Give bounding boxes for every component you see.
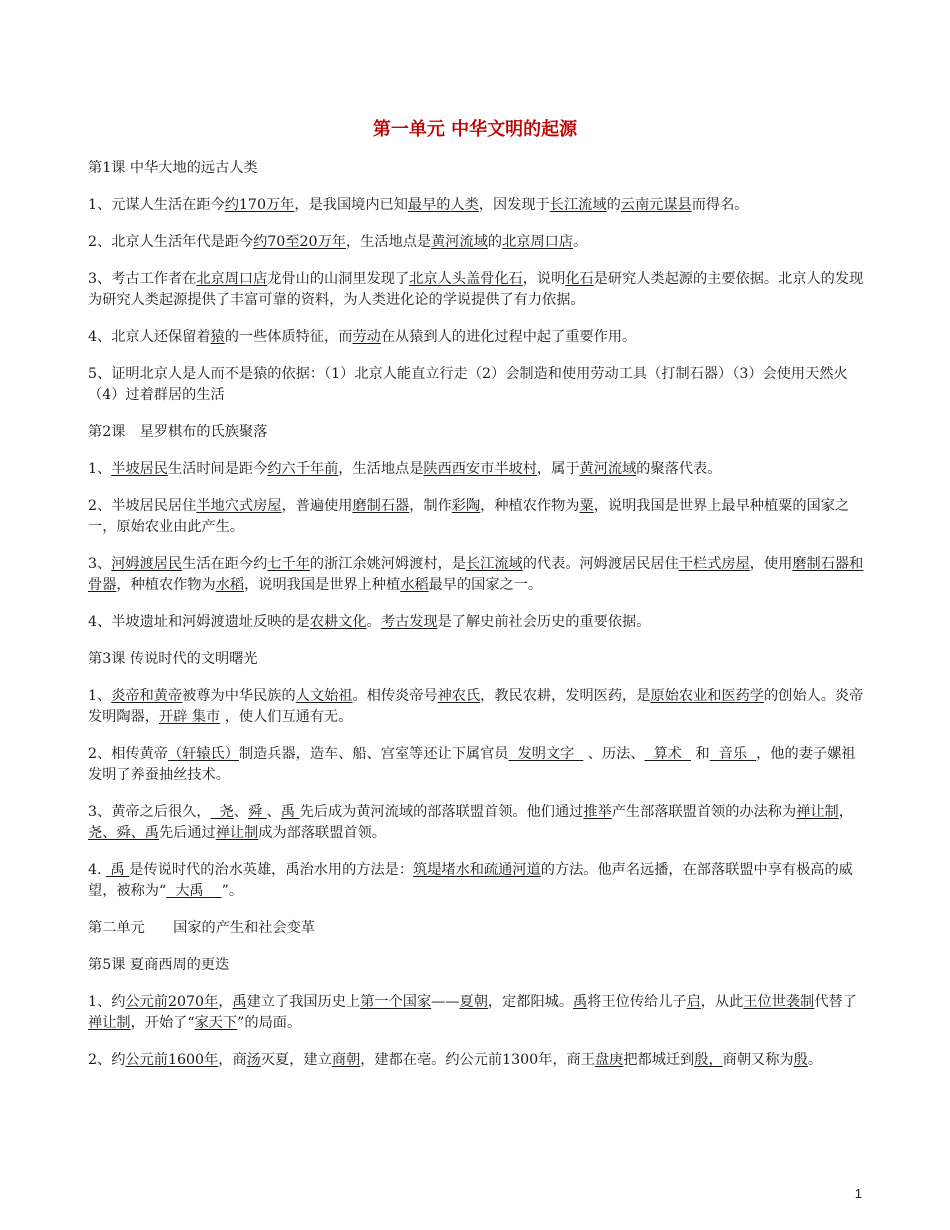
lesson-heading — [88, 918, 868, 939]
text-run: 的聚落代表。 — [636, 461, 722, 477]
text-run: 龙骨山的山洞里发现了 — [267, 271, 410, 287]
underlined-key-term: 北京人头盖骨化石 — [409, 271, 523, 287]
text-run: ，生活地点是 — [345, 234, 432, 250]
text-run: 2、北京人生活年代是距今 — [88, 234, 254, 250]
underlined-key-term: 尧 — [210, 804, 234, 820]
document-body — [88, 158, 868, 1087]
text-run: 1、 — [88, 461, 112, 477]
underlined-key-term: 第一个国家 — [360, 994, 432, 1010]
text-run: 把都城迁到 — [623, 1052, 695, 1068]
underlined-key-term: 音乐 — [709, 746, 757, 762]
page-title: 第一单元 中华文明的起源 — [372, 119, 578, 140]
page-number: 1 — [854, 1186, 862, 1201]
text-run: ， — [838, 804, 853, 820]
paragraph — [88, 327, 868, 348]
text-run: 产生部落联盟首领的办法称为 — [611, 804, 797, 820]
paragraph — [88, 802, 868, 844]
text-run: ，种植农作物为 — [116, 577, 216, 593]
text-run: ，使用 — [749, 556, 793, 572]
text-run: ， — [218, 994, 233, 1010]
underlined-key-term: 陕西西安市半坡村 — [423, 461, 537, 477]
text-run: 。相传炎帝号 — [352, 688, 438, 704]
text-run: 商朝又称为 — [722, 1052, 794, 1068]
text-run: 1、 — [88, 688, 112, 704]
paragraph — [88, 860, 868, 902]
text-run: ，因发现于 — [478, 197, 550, 213]
underlined-key-term: 北京周口店 — [502, 234, 574, 250]
underlined-key-term: 家天下 — [194, 1015, 238, 1031]
text-run: 5、证明北京人是人而不是猿的依据：（1）北京人能直立行走（2）会制造和使用劳动工具（打制石器）（3）会使用天然火（4）过着群居的生活 — [88, 366, 848, 403]
text-run: ，制作 — [409, 498, 452, 514]
underlined-key-term: 约六千年前 — [267, 461, 339, 477]
text-run: ，说明我国是世界上最早种植粟的国家之一，原始农业由此产生。 — [88, 498, 850, 535]
underlined-key-term: 七千年 — [267, 556, 310, 572]
underlined-key-term: 商朝 — [331, 1052, 361, 1068]
text-run: 。 — [573, 234, 588, 250]
text-run: ，种植农作物为 — [480, 498, 580, 514]
text-run: ，普遍使用 — [281, 498, 353, 514]
underlined-key-term: 云南元谋县 — [620, 197, 692, 213]
underlined-key-term: 算术 — [644, 746, 691, 762]
text-run: ，说明 — [522, 271, 566, 287]
underlined-key-term: 开辟 集市 — [158, 709, 221, 725]
underlined-key-term: 化石 — [565, 271, 594, 287]
underlined-key-term: 半坡居民 — [111, 461, 168, 477]
underlined-key-term: 殷 — [793, 1052, 808, 1068]
text-run: 先后成为黄河流域的部落联盟首领。他们通过 — [299, 804, 584, 820]
text-run: 被尊为中华民族的 — [182, 688, 296, 704]
paragraph — [88, 686, 868, 728]
underlined-key-term: 磨制石器和骨器 — [88, 556, 864, 593]
text-run: ”。 — [221, 883, 244, 899]
text-run: 3、 — [88, 556, 112, 572]
text-run: ，开始了“ — [130, 1015, 195, 1031]
underlined-key-term: 神农氏 — [437, 688, 481, 704]
underlined-key-term: 筑堤堵水和疏通河道 — [413, 862, 541, 878]
text-run: 生活在距今约 — [182, 556, 268, 572]
underlined-key-term: 约70至20万年 — [253, 234, 346, 250]
text-run: ，生活地点是 — [338, 461, 424, 477]
paragraph — [88, 364, 868, 406]
text-run: 第二单元 国家的产生和社会变革 — [88, 920, 316, 936]
underlined-key-term: 半地穴式房屋 — [196, 498, 282, 514]
text-run: ，说明我国是世界上种植 — [244, 577, 401, 593]
text-run: —— — [431, 994, 460, 1010]
paragraph — [88, 554, 868, 596]
underlined-key-term: 原始农业和医药学 — [650, 688, 764, 704]
text-run: 、 — [266, 804, 281, 820]
underlined-key-term: 考古发现 — [380, 614, 438, 630]
paragraph — [88, 195, 868, 216]
text-run: ，定都阳城。 — [487, 994, 574, 1010]
underlined-key-term: 水稻 — [215, 577, 245, 593]
text-run: 灭夏，建立 — [260, 1052, 332, 1068]
text-run: 先后通过 — [158, 825, 216, 841]
text-run: 第3课 传说时代的文明曙光 — [88, 651, 258, 667]
underlined-key-term: 王位世袭制 — [743, 994, 815, 1010]
text-run: ，是我国境内已知 — [294, 197, 408, 213]
text-run: 1、元谋人生活在距今 — [88, 197, 225, 213]
text-run: 4、半坡遗址和河姆渡遗址反映的是 — [88, 614, 310, 630]
underlined-key-term: 约170万年 — [224, 197, 295, 213]
underlined-key-term: 长江流域 — [465, 556, 523, 572]
underlined-key-term: 舜 — [247, 804, 267, 820]
text-run: 将王位传给儿子 — [587, 994, 687, 1010]
underlined-key-term: 推举 — [583, 804, 612, 820]
text-run: 的方法。他声名远播，在部落联盟中享有极高的威望，被称为“ — [88, 862, 853, 899]
text-run: 是了解史前社会历史的重要依据。 — [437, 614, 651, 630]
underlined-key-term: 水稻 — [400, 577, 429, 593]
text-run: 1、约 — [88, 994, 126, 1010]
text-run: 的代表。河姆渡居民居住 — [522, 556, 679, 572]
text-run: 是传说时代的治水英雄，禹治水用的方法是： — [129, 862, 414, 878]
text-run: 制造兵器，造车、船、宫室等还让下属官员 — [238, 746, 509, 762]
text-run: ，商 — [218, 1052, 247, 1068]
text-run: 的 — [487, 234, 503, 250]
underlined-key-term: 公元前1600年 — [125, 1052, 219, 1068]
text-run: 4、北京人还保留着 — [88, 329, 211, 345]
paragraph — [88, 1050, 868, 1071]
text-run: 、 — [233, 804, 248, 820]
underlined-key-term: 黄河流域 — [431, 234, 488, 250]
underlined-key-term: 禅让制 — [215, 825, 259, 841]
text-run: 第5课 夏商西周的更迭 — [88, 957, 230, 973]
underlined-key-term: 禹 — [106, 862, 130, 878]
text-run: 生活时间是距今 — [167, 461, 268, 477]
text-run: 成为部落联盟首领。 — [258, 825, 386, 841]
underlined-key-term: 北京周口店 — [196, 271, 268, 287]
underlined-key-term: 干栏式房屋 — [678, 556, 750, 572]
underlined-key-term: 长江流域 — [549, 197, 607, 213]
text-run: 3、黄帝之后很久， — [88, 804, 211, 820]
text-run: ，他的妻子嫘祖发明了养蚕抽丝技术。 — [88, 746, 856, 783]
paragraph — [88, 496, 868, 538]
underlined-key-term: 人文始祖 — [295, 688, 353, 704]
underlined-key-term: 最早的人类 — [407, 197, 479, 213]
text-run: 。 — [366, 614, 381, 630]
underlined-key-term: 禅让制 — [796, 804, 839, 820]
text-run: ”的局面。 — [237, 1015, 302, 1031]
text-run: 3、考古工作者在 — [88, 271, 197, 287]
lesson-heading — [88, 158, 868, 179]
text-run: 。 — [807, 1052, 823, 1068]
text-run: ，属于 — [536, 461, 580, 477]
underlined-key-term: 启 — [686, 994, 701, 1010]
underlined-key-term: 盘庚 — [594, 1052, 624, 1068]
text-run: 、历法、 — [583, 746, 645, 762]
underlined-key-term: 磨制石器 — [352, 498, 410, 514]
paragraph — [88, 232, 868, 253]
text-run: 的浙江余姚河姆渡村，是 — [309, 556, 466, 572]
underlined-key-term: 劳动 — [352, 329, 381, 345]
text-run: 代替了 — [814, 994, 857, 1010]
text-run: 建立了我国历史上 — [246, 994, 361, 1010]
text-run: 第2课 星罗棋布的氏族聚落 — [88, 424, 268, 440]
text-run: ，建都在亳。约公元前1300年，商王 — [360, 1052, 595, 1068]
underlined-key-term: 河姆渡居民 — [111, 556, 183, 572]
text-run: 2、相传黄帝 — [88, 746, 168, 762]
paragraph — [88, 992, 868, 1034]
text-run: 和 — [690, 746, 710, 762]
paragraph — [88, 459, 868, 480]
underlined-key-term: 禅让制 — [88, 1015, 131, 1031]
text-run: 第1课 中华大地的远古人类 — [88, 160, 258, 176]
underlined-key-term: 黄河流域 — [579, 461, 637, 477]
underlined-key-term: 炎帝和黄帝 — [111, 688, 183, 704]
underlined-key-term: 粟 — [579, 498, 594, 514]
underlined-key-term: 殷， — [694, 1052, 723, 1068]
text-run: 是研究人类起源的主要依据。北京人的发现为研究人类起源提供了丰富可靠的资料，为人类进化论的学说提供了有力依据。 — [88, 271, 864, 308]
text-run: 的创始人。炎帝发明陶器， — [88, 688, 864, 725]
underlined-key-term: 夏朝 — [459, 994, 488, 1010]
lesson-heading — [88, 955, 868, 976]
underlined-key-term: 汤 — [246, 1052, 261, 1068]
lesson-heading — [88, 422, 868, 443]
text-run: ，从此 — [700, 994, 744, 1010]
text-run: 而得名。 — [691, 197, 749, 213]
text-run: 2、约 — [88, 1052, 126, 1068]
text-run: 2、半坡居民居住 — [88, 498, 197, 514]
underlined-key-term: 公元前2070年 — [125, 994, 219, 1010]
underlined-key-term: （轩辕氏） — [167, 746, 239, 762]
text-run: ，使人们互通有无。 — [220, 709, 353, 725]
underlined-key-term: 尧、舜、禹 — [88, 825, 159, 841]
text-run: 的 — [606, 197, 621, 213]
underlined-key-term: 禹 — [573, 994, 588, 1010]
paragraph — [88, 744, 868, 786]
text-run: 最早的国家之一。 — [428, 577, 543, 593]
text-run: 4. — [88, 862, 107, 878]
underlined-key-term: 彩陶 — [451, 498, 481, 514]
paragraph — [88, 612, 868, 633]
underlined-key-term: 禹 — [280, 804, 300, 820]
underlined-key-term: 禹 — [232, 994, 247, 1010]
paragraph — [88, 269, 868, 311]
underlined-key-term: 发明文字 — [508, 746, 584, 762]
underlined-key-term: 猿 — [210, 329, 225, 345]
text-run: 的一些体质特征，而 — [224, 329, 353, 345]
text-run: 在从猿到人的进化过程中起了重要作用。 — [380, 329, 637, 345]
underlined-key-term: 大禹 — [166, 883, 222, 899]
underlined-key-term: 农耕文化 — [309, 614, 367, 630]
lesson-heading — [88, 649, 868, 670]
text-run: ，教民农耕，发明医药，是 — [480, 688, 651, 704]
